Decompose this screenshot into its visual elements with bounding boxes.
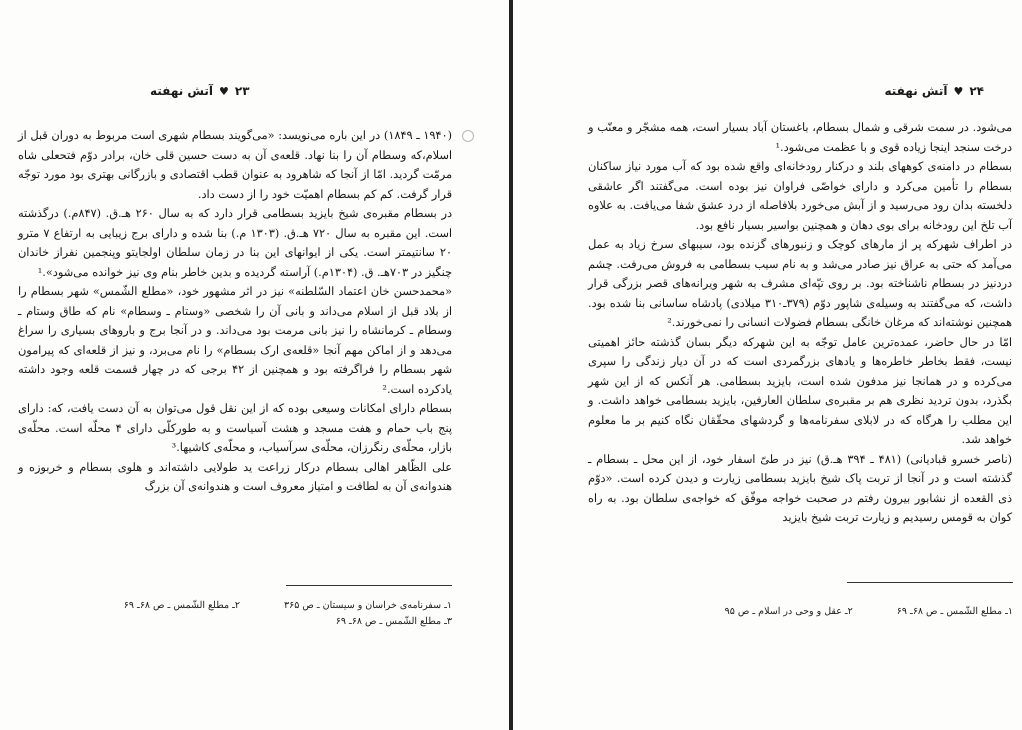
heart-icon: ♥ [953, 84, 964, 98]
right-page-body [588, 118, 1012, 528]
paragraph: (ناصر خسرو قبادیانی) (۴۸۱ ـ ۳۹۴ هـ.ق) نیز در طیّ اسفار خود، از این محل ـ بسطام ـ گذشته است و در آنجا از تربت پاک شیخ بایزید بسطامی زیارت و دیدن کرده است. «دوّم ذی القعده از نشابور بیرون رفتم در صحبت خواجه موفّق که خواجه‌ی سلطان بود. به راه کوان به قومس رسیدیم و زیارت تربت شیخ بایزید [588, 452, 1013, 524]
page-number: ۲۳ [234, 84, 250, 98]
footnote-divider [847, 582, 1013, 583]
page-number: ۲۴ [969, 84, 984, 98]
footnote-divider [286, 585, 452, 586]
footnote: ۱ـ مطلع الشّمس ـ ص ۶۸ـ ۶۹ [896, 606, 1013, 617]
footnote: ۱ـ سفرنامه‌ی خراسان و سیستان ـ ص ۳۶۵ [284, 600, 452, 611]
running-title: آتش نهفته [884, 84, 948, 98]
heart-icon: ♥ [219, 84, 229, 98]
left-page [0, 0, 509, 730]
right-page [513, 0, 1022, 730]
paragraph: در بسطام مقبره‌ی شیخ بایزید بسطامی قرار دارد که به سال ۲۶۰ هـ.ق. (۸۴۷م.) درگذشته است. این مقبره به سال ۷۲۰ هـ.ق. (۱۳۰۳ م.) بنا شده و دارای برج زیبایی به ارتفاع ۷ مترو ۲۰ سانتیمتر است. یکی از ایوانهای این بنا در زمان سلطان اولجایتو وپنجمین نفراز خاندان چنگیز در ۷۰۳هـ. ق. (۱۳۰۴م.) آراسته گردیده و بدین خاطر بنام وی نیز خوانده می‌شود».¹ [18, 207, 452, 279]
footnote: ۲ـ مطلع الشّمس ـ ص ۶۸ـ ۶۹ [123, 600, 240, 611]
right-page-footnotes [573, 604, 1013, 620]
paragraph: بسطام در دامنه‌ی کوههای بلند و درکنار رودخانه‌ای واقع شده بود که آب مورد نیاز ساکنان بسطام را تأمین می‌کرد و دارای خواصّی فراوان نیز بوده است. می‌گفتند اگر عاشقی دلخسته بدان رود می‌رسید و از آبش می‌خورد بلافاصله از درد عشق شفا می‌یافت. به علاوه آب تلخ این رودخانه برای بوی دهان و همچنین بواسیر بسیار نافع بود. [588, 160, 1012, 232]
footnote: ۳ـ مطلع الشّمس ـ ص ۶۸ـ ۶۹ [335, 616, 452, 627]
paragraph: بسطام دارای امکانات وسیعی بوده که از این نقل قول می‌توان به آن دست یافت، که: دارای پنج باب حمام و هفت مسجد و هشت آسیاست و به طورکلّی دارای ۴ محلّه است. محلّه‌ی بازار، محلّه‌ی رنگرزان، محلّه‌ی سرآسیاب، و محلّه‌ی کاشیها.³ [18, 402, 453, 454]
left-page-header [150, 80, 250, 102]
running-title: آتش نهفته [150, 84, 213, 98]
footnote: ۲ـ عقل و وحی در اسلام ـ ص ۹۵ [724, 606, 853, 617]
right-page-header [884, 80, 984, 102]
left-page-body [18, 126, 452, 497]
paragraph: امّا در حال حاضر، عمده‌ترین عامل توجّه به این شهرکه دیگر بسان گذشته حائز اهمیتی نیست، فقط بخاطر خاطره‌ها و یادهای بزرگمردی است که در آن دیار زندگی را سپری می‌کرده و در همانجا نیز مدفون شده است، بایزید بسطامی. هر آنکس که از این شهر بگذرد، بدون تردید نظری هم بر مقبره‌ی سلطان العارفین، بایزید بسطامی خواهد داشت. و این مطلب را هرگاه که در لابلای سفرنامه‌ها و گردشهای محقّقان نگاه کنیم بر ما معلوم خواهد شد. [588, 335, 1012, 446]
paragraph: علی الظّاهر اهالی بسطام درکار زراعت ید طولایی داشته‌اند و هلوی بسطام و خربوزه و هندوانه‌ی آن به لطافت و امتیاز معروف است و هندوانه‌ی آن بزرگ [18, 460, 452, 493]
left-page-footnotes [123, 598, 452, 630]
paragraph: (۱۹۴۰ ـ ۱۸۴۹) در این باره می‌نویسد: «می‌گویند بسطام شهری است مربوط به دوران قبل از اسلام،که وسطام آن را بنا نهاد. قلعه‌ی آن به دست حسین قلی خان، برادر دوّم فتحعلی شاه مرمّت گردید. امّا از آنجا که شاهرود به عنوان قطب اقتصادی و بازرگانی بهتری بود مورد توجّه قرار گرفت. کم کم بسطام اهمیّت خود را از دست داد. [18, 129, 452, 201]
paragraph: «محمدحسن خان اعتماد السّلطنه» نیز در اثر مشهور خود، «مطلع الشّمس» شهر بسطام را از بلاد قبل از اسلام می‌داند و بانی آن را شخصی «وستام ـ وسطام» نام که طاق وستام ـ وسطام ـ کرمانشاه را نیز بانی مرمت بود می‌داند. و در آنجا برج و باروهای بسیاری را سراغ می‌دهد و از اماکن مهم آنجا «قلعه‌ی ارک بسطام» را نام می‌برد، و نیز از قلعه‌ای که پیرامون شهر بسطام را فراگرفته بود و همچنین از ۴۲ برجی که در چهار قسمت قلعه وجود داشته یادکرده است.² [18, 285, 452, 396]
paragraph: می‌شود. در سمت شرقی و شمال بسطام، باغستان آباد بسیار است، همه مشجّر و معنّب و درخت سنجد اینجا زیاده قوی و با عظمت می‌شود.¹ [588, 121, 1012, 154]
paragraph: در اطراف شهرکه پر از مارهای کوچک و زنبورهای گزنده بود، سیبهای سرخ زیاد به عمل می‌آمد که حتی به عراق نیز صادر می‌شد و به نام سیب بسطامی به فروش می‌رفت. چشم دردنیز در بسطام ناشناخته بود. بر روی تپّه‌ای مشرف به شهر ویرانه‌های قصر بزرگی قرار داشت، که می‌گفتند به وسیله‌ی شاپور دوّم (۳۷۹ـ۳۱۰ میلادی) پادشاه ساسانی بنا شده بود. همچنین نوشته‌اند که مرغان خانگی بسطام فضولات انسانی را نمی‌خورند.² [588, 238, 1012, 329]
margin-mark-icon [462, 130, 474, 142]
